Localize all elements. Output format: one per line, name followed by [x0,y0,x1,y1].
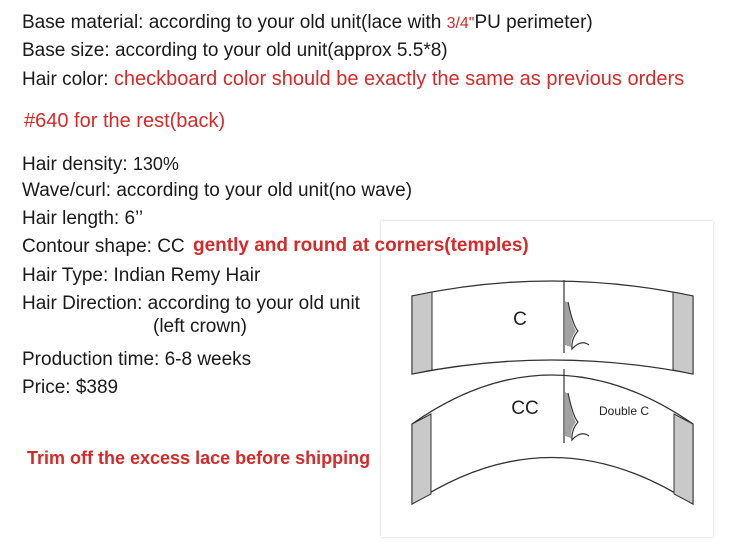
cc-left-tab [412,414,431,504]
cc-contour-shape [412,369,693,504]
cc-base-outline [412,375,693,504]
spec-hair-color-note: #640 for the rest(back) [24,110,226,132]
spec-hair-direction [22,293,360,315]
label: Hair Direction: [22,293,148,314]
spec-contour-shape [22,236,185,258]
c-left-tab [412,292,432,374]
spec-base-material [22,12,593,35]
double-c-caption: Double C [598,404,650,418]
cc-label: CC [511,398,539,419]
contour-shape-note: gently and round at corners(temples) [193,235,529,256]
value: Indian Remy Hair [113,265,261,286]
label: Production time: [22,349,165,370]
c-right-tab [673,292,693,374]
label: Hair length: [22,208,125,229]
value: $389 [75,377,119,398]
label: Price: [22,377,76,398]
c-label: C [513,309,527,330]
cc-right-tab [674,414,693,504]
value: 6’’ [124,208,144,229]
spec-hair-density [22,153,179,176]
label: Wave/curl: [22,180,117,201]
label: Hair color: [22,69,114,90]
value: 130% [132,154,179,174]
label: Base size: [22,40,115,61]
c-contour-shape [412,280,693,374]
base-contour-diagram [381,221,713,537]
value: according to your old unit(lace with [148,12,447,33]
spec-price [22,377,118,399]
label: Hair Type: [22,265,114,286]
spec-base-size [22,40,448,62]
label: Contour shape: [22,236,158,257]
hair-direction-sub: (left crown) [153,316,247,337]
label: Base material: [22,12,149,33]
value: according to your old unit [147,293,360,314]
value: according to your old unit(no wave) [116,180,413,201]
value: according to your old unit(approx 5.5*8) [114,40,448,61]
value-tail: PU perimeter) [474,12,593,33]
label: Hair density: [22,154,133,175]
spec-hair-type [22,265,260,287]
trim-note: Trim off the excess lace before shipping [27,448,371,468]
spec-hair-length [22,208,143,230]
figure-frame [381,221,713,537]
spec-wave-curl [22,180,412,202]
value: CC [157,236,185,257]
value: 6-8 weeks [164,349,252,370]
value: checkboard color should be exactly the same as previous orders [113,68,685,90]
c-base-outline [412,281,693,374]
value-small: 3/4" [446,15,475,32]
spec-hair-color [22,68,684,91]
spec-production-time [22,349,251,371]
